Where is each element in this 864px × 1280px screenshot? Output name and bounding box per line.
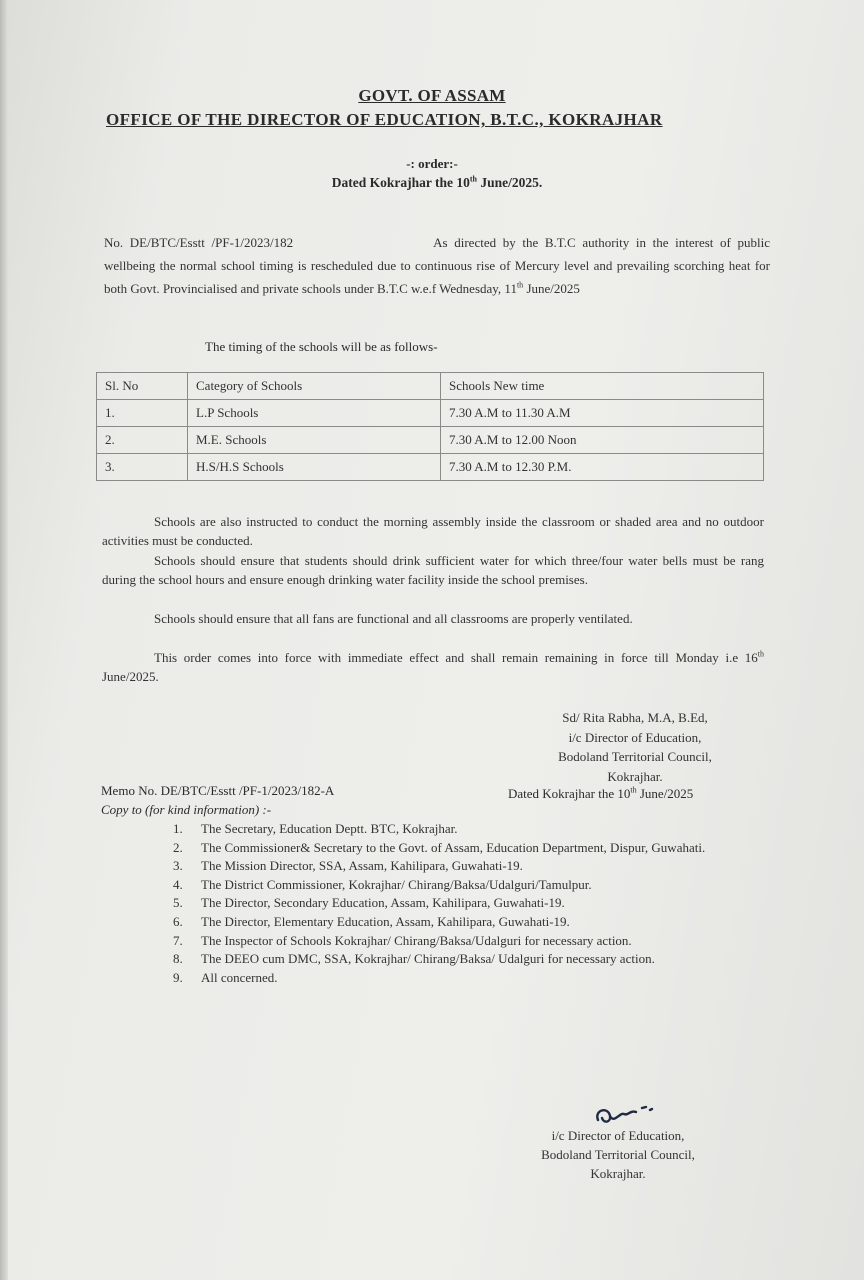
final-signatory-title: i/c Director of Education, (551, 1128, 685, 1143)
list-item (173, 913, 763, 932)
instruction-water (102, 551, 764, 589)
list-item-number: 4. (173, 876, 183, 892)
copy-to-label: Copy to (for kind information) :- (101, 802, 272, 817)
list-item-text: The District Commissioner, Kokrajhar/ Chirang/Baksa/Udalguri/Tamulpur. (201, 876, 592, 892)
list-item-number: 2. (173, 839, 183, 855)
page-shadow-edge (0, 0, 8, 1280)
order-date-sup: th (469, 174, 477, 184)
list-item-text: The Director, Elementary Education, Assam, Kahilipara, Guwahati-19. (201, 913, 570, 929)
list-item-text: The DEEO cum DMC, SSA, Kokrajhar/ Chirang/Baksa/ Udalguri for necessary action. (201, 951, 655, 967)
list-item-text: The Director, Secondary Education, Assam, Kahilipara, Guwahati-19. (201, 895, 565, 911)
table-cell: 1. (97, 400, 188, 427)
intro-text: As directed by the B.T.C authority in the interest of public wellbeing the normal school timing is rescheduled due to continuous rise of Mercury level and prevailing scorching heat for both Govt. Provincialised and private schools under B.T.C w.e.f Wednesday, 11 (104, 235, 770, 296)
signature-block-sd (500, 708, 770, 786)
list-item (173, 969, 763, 988)
office-heading: OFFICE OF THE DIRECTOR OF EDUCATION, B.T.C., KOKRAJHAR (106, 110, 663, 129)
table-cell: 2. (97, 427, 188, 454)
list-item-number: 8. (173, 951, 183, 967)
table-cell: 7.30 A.M to 12.30 P.M. (441, 454, 764, 481)
signature-block-final (508, 1126, 728, 1183)
intro-sup: th (516, 280, 524, 290)
table-row (97, 454, 764, 481)
instruction-fans-text: Schools should ensure that all fans are functional and all classrooms are properly ventilated. (154, 611, 633, 626)
table-row (97, 400, 764, 427)
signatory-title: i/c Director of Education, (568, 729, 702, 745)
final-signatory-place: Kokrajhar. (590, 1166, 646, 1181)
table-header-row (97, 373, 764, 400)
list-item-text: The Secretary, Education Deptt. BTC, Kokrajhar. (201, 821, 458, 836)
memo-number: Memo No. DE/BTC/Esstt /PF-1/2023/182-A (101, 783, 335, 798)
instruction-effect-end: June/2025. (102, 669, 159, 684)
intro-text-end: June/2025 (523, 281, 580, 296)
table-cell: L.P Schools (188, 400, 441, 427)
table-header-cell: Sl. No (97, 373, 188, 400)
list-item-number: 9. (173, 969, 183, 985)
table-cell: H.S/H.S Schools (188, 454, 441, 481)
instruction-fans (102, 609, 764, 628)
list-item (173, 857, 763, 876)
table-header-cell: Category of Schools (188, 373, 441, 400)
table-cell: 7.30 A.M to 12.00 Noon (441, 427, 764, 454)
instruction-effect-sup: th (757, 649, 764, 659)
list-item-text: All concerned. (201, 969, 278, 985)
order-label: -: order:- (406, 156, 458, 171)
signatory-name: Sd/ Rita Rabha, M.A, B.Ed, (562, 710, 708, 725)
list-item (173, 950, 763, 969)
memo-date-prefix: Dated Kokrajhar the 10 (508, 786, 631, 801)
list-item-text: The Commissioner& Secretary to the Govt. of Assam, Education Department, Dispur, Guwahati. (201, 839, 706, 855)
list-item (173, 820, 763, 839)
govt-heading: GOVT. OF ASSAM (358, 86, 506, 105)
reference-number: No. DE/BTC/Esstt /PF-1/2023/182 (104, 235, 294, 250)
list-item (173, 894, 763, 913)
list-item-number: 3. (173, 858, 183, 874)
table-row (97, 427, 764, 454)
list-item-text: The Inspector of Schools Kokrajhar/ Chirang/Baksa/Udalguri for necessary action. (201, 932, 632, 948)
final-signatory-council: Bodoland Territorial Council, (541, 1147, 695, 1162)
list-item-number: 5. (173, 895, 183, 911)
table-cell: 3. (97, 454, 188, 481)
instruction-water-text: Schools should ensure that students should drink sufficient water for which three/four water bells must be rang during the school hours and ensure enough drinking water facility inside the school premises. (102, 553, 764, 587)
order-date-suffix: June/2025. (476, 175, 543, 190)
instruction-effect-text: This order comes into force with immediate effect and shall remain remaining in force till Monday i.e 16 (154, 650, 758, 665)
copy-list (173, 820, 763, 987)
list-item (173, 932, 763, 951)
memo-date-suffix: June/2025 (636, 786, 694, 801)
memo-date-sup: th (630, 785, 637, 795)
timing-table (96, 372, 764, 481)
memo-date (508, 786, 693, 802)
table-cell: M.E. Schools (188, 427, 441, 454)
instruction-assembly (102, 512, 764, 550)
order-date (0, 175, 864, 191)
list-item-number: 1. (173, 821, 183, 836)
table-header-cell: Schools New time (441, 373, 764, 400)
signatory-place: Kokrajhar. (607, 768, 663, 784)
table-cell: 7.30 A.M to 11.30 A.M (441, 400, 764, 427)
order-date-prefix: Dated Kokrajhar the 10 (331, 175, 470, 190)
list-item-number: 7. (173, 932, 183, 948)
signatory-council: Bodoland Territorial Council, (558, 749, 712, 764)
list-item (173, 876, 763, 895)
instruction-assembly-text: Schools are also instructed to conduct the morning assembly inside the classroom or shaded area and no outdoor activities must be conducted. (102, 514, 764, 548)
list-item (173, 839, 763, 858)
intro-paragraph (104, 231, 770, 300)
list-item-text: The Mission Director, SSA, Assam, Kahilipara, Guwahati-19. (201, 858, 523, 874)
list-item-number: 6. (173, 913, 183, 929)
instruction-effect (102, 648, 764, 686)
timing-intro: The timing of the schools will be as follows- (205, 339, 438, 354)
